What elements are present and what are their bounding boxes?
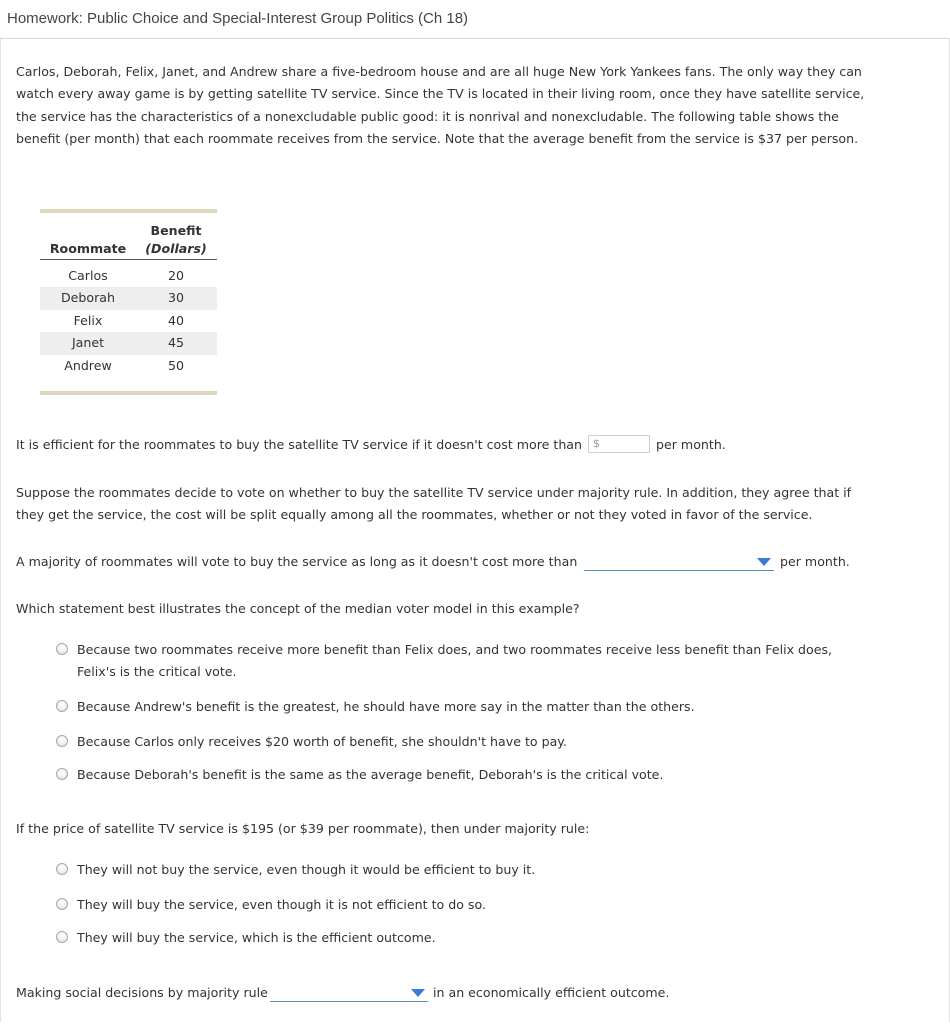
q4-option-2[interactable] — [56, 894, 856, 916]
option-label: Because Andrew's benefit is the greatest, he should have more say in the matter than the others. — [77, 699, 695, 714]
radio-button[interactable] — [56, 863, 68, 875]
q1-suffix: per month. — [656, 437, 726, 452]
roommate-name: Deborah — [60, 290, 116, 306]
q3-option-3[interactable] — [56, 731, 856, 753]
q5-prompt: Making social decisions by majority rule — [16, 985, 268, 1000]
option-label: Because two roommates receive more benefit than Felix does, and two roommates receive less benefit than Felix does, Felix's is the critical vote. — [77, 642, 833, 680]
table-header — [40, 213, 217, 260]
table-bottom-bar — [40, 391, 217, 395]
roommate-name: Felix — [73, 312, 103, 328]
option-label: They will not buy the service, even though it would be efficient to buy it. — [77, 862, 536, 877]
chevron-down-icon — [411, 989, 425, 997]
table-row — [40, 332, 217, 354]
radio-button[interactable] — [56, 700, 68, 712]
table-row — [40, 355, 217, 377]
option-label: They will buy the service, even though it is not efficient to do so. — [77, 897, 486, 912]
majority-rule-outcome-dropdown[interactable] — [270, 982, 428, 1002]
efficient-cost-input[interactable] — [588, 435, 650, 453]
benefit-value: 50 — [167, 357, 185, 373]
q3-prompt: Which statement best illustrates the concept of the median voter model in this example? — [16, 601, 580, 616]
benefit-value: 45 — [167, 335, 185, 351]
benefit-value: 40 — [167, 312, 185, 328]
q4-prompt: If the price of satellite TV service is $195 (or $39 per roommate), then under majority rule: — [16, 821, 590, 836]
radio-button[interactable] — [56, 735, 68, 747]
option-label: Because Deborah's benefit is the same as the average benefit, Deborah's is the critical vote. — [77, 767, 664, 782]
dollar-sign: $ — [593, 437, 600, 450]
chevron-down-icon — [757, 558, 771, 566]
majority-rule-paragraph: Suppose the roommates decide to vote on whether to buy the satellite TV service under majority rule. In addition, they agree that if they get the service, the cost will be split equally among all the roommates, whether or not they voted in favor of the service. — [16, 485, 852, 523]
q3-option-4[interactable] — [56, 764, 856, 786]
page-header — [0, 0, 950, 39]
q4-option-1[interactable] — [56, 859, 856, 881]
intro-paragraph: Carlos, Deborah, Felix, Janet, and Andrew share a five-bedroom house and are all huge New York Yankees fans. The only way they can watch every away game is by getting satellite TV service. Since the TV is located in their living room, once they have satellite service, the service has the characteristics of a nonexcludable public good: it is nonrival and nonexcludable. The following table shows the benefit (per month) that each roommate receives from the service. Note that the average benefit from the service is $37 per person. — [16, 64, 865, 146]
roommate-name: Janet — [71, 335, 105, 351]
q3-option-2[interactable] — [56, 696, 856, 718]
table-row — [40, 310, 217, 332]
benefit-value: 20 — [167, 268, 185, 283]
radio-button[interactable] — [56, 931, 68, 943]
page-title: Homework: Public Choice and Special-Interest Group Politics (Ch 18) — [7, 10, 469, 27]
q4-option-3[interactable] — [56, 927, 856, 949]
q3-option-1[interactable] — [56, 639, 856, 685]
q2-suffix: per month. — [780, 554, 850, 569]
option-label: Because Carlos only receives $20 worth of benefit, she shouldn't have to pay. — [77, 734, 567, 749]
q2-prompt: A majority of roommates will vote to buy the service as long as it doesn't cost more than — [16, 554, 578, 569]
radio-button[interactable] — [56, 643, 68, 655]
radio-button[interactable] — [56, 898, 68, 910]
benefit-table — [40, 209, 217, 395]
q1-prompt: It is efficient for the roommates to buy the satellite TV service if it doesn't cost more than — [16, 437, 583, 452]
roommate-name: Andrew — [64, 357, 112, 373]
column-header-roommate: Roommate — [49, 241, 127, 256]
roommate-name: Carlos — [68, 268, 108, 283]
option-label: They will buy the service, which is the efficient outcome. — [77, 930, 436, 945]
table-row — [40, 265, 217, 287]
q5-suffix: in an economically efficient outcome. — [433, 985, 670, 1000]
column-header-benefit: Benefit — [150, 223, 202, 238]
table-row — [40, 287, 217, 309]
majority-cost-dropdown[interactable] — [584, 551, 774, 571]
radio-button[interactable] — [56, 768, 68, 780]
column-header-dollars: (Dollars) — [145, 241, 207, 256]
benefit-value: 30 — [167, 290, 185, 306]
